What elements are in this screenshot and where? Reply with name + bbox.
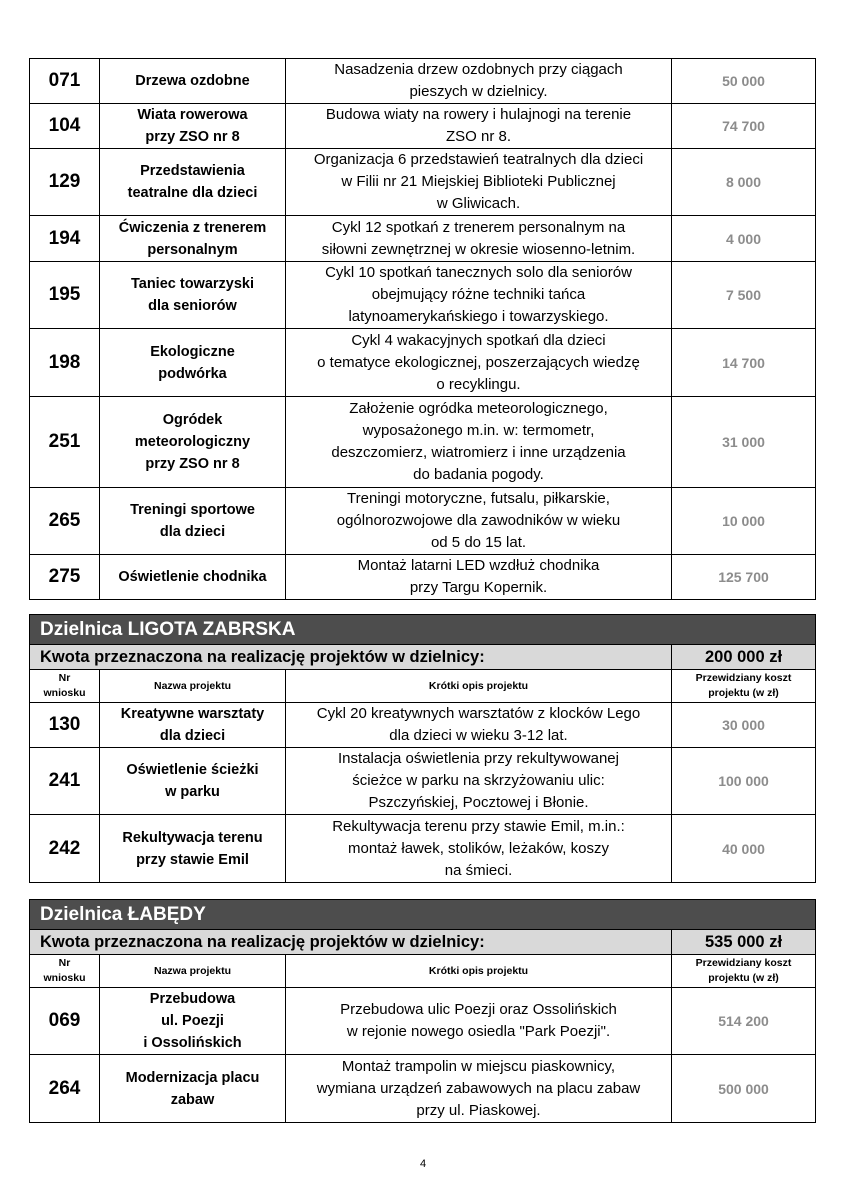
table-row xyxy=(30,815,816,883)
project-description: Założenie ogródka meteorologicznego, wyposażonego m.in. w: termometr, deszczomierz, wiatromierz i inne urządzenia do badania pogody. xyxy=(286,397,672,488)
project-name: Kreatywne warsztaty dla dzieci xyxy=(100,703,286,748)
project-description: Rekultywacja terenu przy stawie Emil, m.in.: montaż ławek, stolików, leżaków, koszy na śmieci. xyxy=(286,815,672,883)
project-name: Wiata rowerowa przy ZSO nr 8 xyxy=(100,104,286,149)
project-cost: 100 000 xyxy=(672,748,816,815)
table-body xyxy=(30,59,816,600)
project-name: Drzewa ozdobne xyxy=(100,59,286,104)
table-row xyxy=(30,104,816,149)
project-number: 069 xyxy=(30,988,100,1055)
project-cost: 50 000 xyxy=(672,59,816,104)
project-number: 198 xyxy=(30,329,100,397)
amount-row xyxy=(30,645,816,670)
project-description: Nasadzenia drzew ozdobnych przy ciągach pieszych w dzielnicy. xyxy=(286,59,672,104)
project-name: Oświetlenie ścieżki w parku xyxy=(100,748,286,815)
project-cost: 30 000 xyxy=(672,703,816,748)
project-number: 241 xyxy=(30,748,100,815)
table-row xyxy=(30,397,816,488)
amount-value: 535 000 zł xyxy=(672,930,816,955)
project-cost: 14 700 xyxy=(672,329,816,397)
project-description: Instalacja oświetlenia przy rekultywowanej ścieżce w parku na skrzyżowaniu ulic: Pszczyńskiej, Pocztowej i Błonie. xyxy=(286,748,672,815)
project-number: 242 xyxy=(30,815,100,883)
table-row xyxy=(30,488,816,555)
column-header-row xyxy=(30,670,816,703)
header-name: Nazwa projektu xyxy=(100,670,286,703)
table-row xyxy=(30,988,816,1055)
table-row xyxy=(30,149,816,216)
project-cost: 74 700 xyxy=(672,104,816,149)
project-cost: 514 200 xyxy=(672,988,816,1055)
project-cost: 8 000 xyxy=(672,149,816,216)
amount-label: Kwota przeznaczona na realizację projektów w dzielnicy: xyxy=(30,645,672,670)
project-description: Montaż trampolin w miejscu piaskownicy, wymiana urządzeń zabawowych na placu zabaw przy ul. Piaskowej. xyxy=(286,1055,672,1123)
table-row xyxy=(30,1055,816,1123)
table-row xyxy=(30,703,816,748)
header-description: Krótki opis projektu xyxy=(286,955,672,988)
table-row xyxy=(30,262,816,329)
project-description: Budowa wiaty na rowery i hulajnogi na terenie ZSO nr 8. xyxy=(286,104,672,149)
district-table-labedy xyxy=(29,899,816,1123)
project-name: Przedstawienia teatralne dla dzieci xyxy=(100,149,286,216)
project-number: 194 xyxy=(30,216,100,262)
amount-value: 200 000 zł xyxy=(672,645,816,670)
project-name: Rekultywacja terenu przy stawie Emil xyxy=(100,815,286,883)
district-title-row xyxy=(30,900,816,930)
table-body xyxy=(30,615,816,883)
header-nr: Nr wniosku xyxy=(30,955,100,988)
district-title-row xyxy=(30,615,816,645)
project-number: 104 xyxy=(30,104,100,149)
project-name: Ekologiczne podwórka xyxy=(100,329,286,397)
project-description: Treningi motoryczne, futsalu, piłkarskie, ogólnorozwojowe dla zawodników w wieku od 5 do 15 lat. xyxy=(286,488,672,555)
header-nr: Nr wniosku xyxy=(30,670,100,703)
project-number: 265 xyxy=(30,488,100,555)
project-number: 129 xyxy=(30,149,100,216)
project-description: Cykl 12 spotkań z trenerem personalnym na siłowni zewnętrznej w okresie wiosenno-letnim. xyxy=(286,216,672,262)
table-row xyxy=(30,748,816,815)
table-row xyxy=(30,555,816,600)
project-number: 195 xyxy=(30,262,100,329)
project-description: Montaż latarni LED wzdłuż chodnika przy Targu Kopernik. xyxy=(286,555,672,600)
amount-label: Kwota przeznaczona na realizację projektów w dzielnicy: xyxy=(30,930,672,955)
project-cost: 10 000 xyxy=(672,488,816,555)
project-number: 071 xyxy=(30,59,100,104)
project-name: Taniec towarzyski dla seniorów xyxy=(100,262,286,329)
project-number: 130 xyxy=(30,703,100,748)
project-number: 264 xyxy=(30,1055,100,1123)
district-table-ligota-zabrska xyxy=(29,614,816,883)
project-name: Treningi sportowe dla dzieci xyxy=(100,488,286,555)
page-number: 4 xyxy=(419,1158,427,1170)
column-header-row xyxy=(30,955,816,988)
table-row xyxy=(30,59,816,104)
header-cost: Przewidziany koszt projektu (w zł) xyxy=(672,955,816,988)
table-row xyxy=(30,329,816,397)
header-description: Krótki opis projektu xyxy=(286,670,672,703)
project-cost: 500 000 xyxy=(672,1055,816,1123)
project-cost: 4 000 xyxy=(672,216,816,262)
project-number: 251 xyxy=(30,397,100,488)
project-cost: 7 500 xyxy=(672,262,816,329)
projects-table-continued xyxy=(29,58,816,600)
project-cost: 125 700 xyxy=(672,555,816,600)
project-name: Przebudowa ul. Poezji i Ossolińskich xyxy=(100,988,286,1055)
project-description: Organizacja 6 przedstawień teatralnych dla dzieci w Filii nr 21 Miejskiej Biblioteki Publicznej w Gliwicach. xyxy=(286,149,672,216)
project-name: Ogródek meteorologiczny przy ZSO nr 8 xyxy=(100,397,286,488)
project-description: Cykl 10 spotkań tanecznych solo dla seniorów obejmujący różne techniki tańca latynoamerykańskiego i towarzyskiego. xyxy=(286,262,672,329)
project-name: Modernizacja placu zabaw xyxy=(100,1055,286,1123)
project-name: Ćwiczenia z trenerem personalnym xyxy=(100,216,286,262)
project-cost: 40 000 xyxy=(672,815,816,883)
table-body xyxy=(30,900,816,1123)
district-title: Dzielnica ŁABĘDY xyxy=(30,900,816,930)
project-description: Przebudowa ulic Poezji oraz Ossolińskich w rejonie nowego osiedla "Park Poezji". xyxy=(286,988,672,1055)
header-name: Nazwa projektu xyxy=(100,955,286,988)
project-description: Cykl 20 kreatywnych warsztatów z klocków Lego dla dzieci w wieku 3-12 lat. xyxy=(286,703,672,748)
amount-row xyxy=(30,930,816,955)
header-cost: Przewidziany koszt projektu (w zł) xyxy=(672,670,816,703)
project-description: Cykl 4 wakacyjnych spotkań dla dzieci o tematyce ekologicznej, poszerzających wiedzę o recyklingu. xyxy=(286,329,672,397)
project-cost: 31 000 xyxy=(672,397,816,488)
project-number: 275 xyxy=(30,555,100,600)
district-title: Dzielnica LIGOTA ZABRSKA xyxy=(30,615,816,645)
table-row xyxy=(30,216,816,262)
project-name: Oświetlenie chodnika xyxy=(100,555,286,600)
